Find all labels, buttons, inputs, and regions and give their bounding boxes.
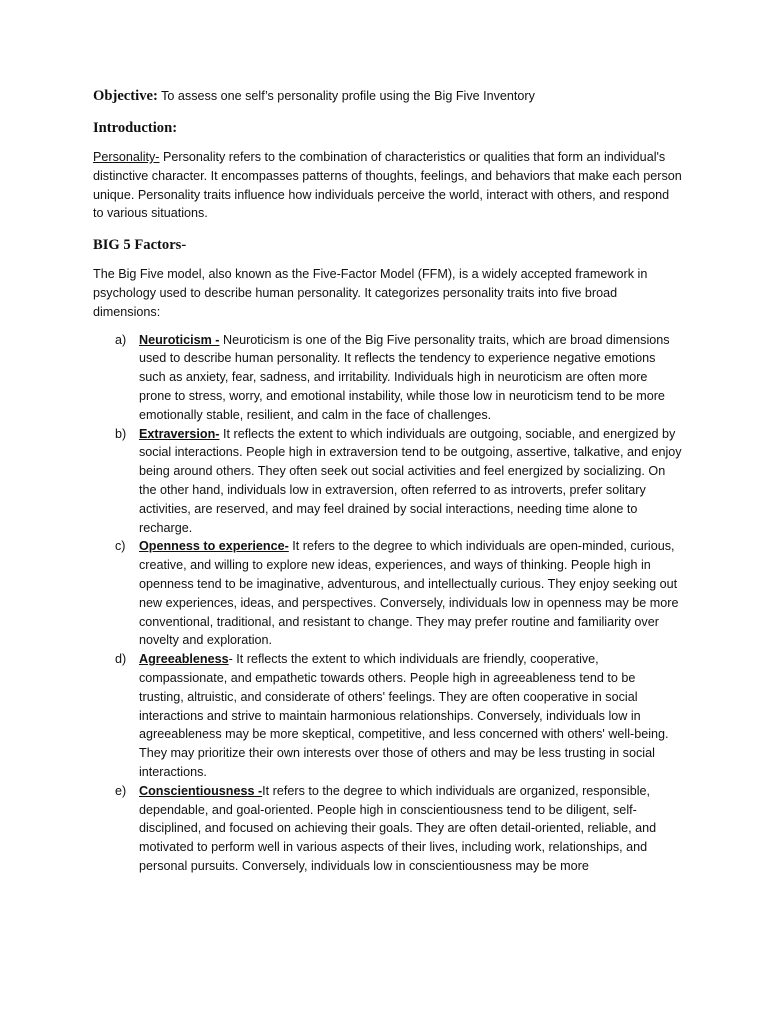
list-marker: d) [115,652,127,667]
objective-label: Objective: [93,88,158,104]
factor-term: Openness to experience- [139,539,289,554]
factor-conscientiousness [93,782,683,876]
factor-extraversion [93,425,683,538]
factor-text: - It reflects the extent to which individuals are friendly, cooperative, compassionate, and empathetic towards others. People high in agreeableness tend to be trusting, altruistic, and considerate of others' feelings. They are often cooperative in social interactions and strive to maintain harmonious relationships. Conversely, individuals low in agreeableness may be more skeptical, competitive, and less concerned with others' well-being. They may prioritize their own interests over those of others and may be less trusting in social interactions. [139,652,669,779]
factor-list [93,331,683,876]
factor-term: Extraversion- [139,426,220,441]
list-marker: e) [115,783,127,798]
list-marker: a) [115,332,127,347]
factor-text: It refers to the degree to which individuals are open-minded, curious, creative, and willing to explore new ideas, experiences, and ways of thinking. People high in openness tend to be imaginative, adventurous, and intellectually curious. They enjoy seeking out new experiences, ideas, and perspectives. Conversely, individuals low in openness may be more conventional, traditional, and resistant to change. They may prefer routine and familiarity over novelty and exploration. [139,539,679,648]
big5-intro-paragraph: The Big Five model, also known as the Five-Factor Model (FFM), is a widely accepted framework in psychology used to describe human personality. It categorizes personality traits into five broad dimensions: [93,267,648,319]
list-marker: b) [115,426,127,441]
factor-term: Conscientiousness - [139,783,263,798]
objective-text: To assess one self’s personality profile using the Big Five Inventory [157,89,535,103]
factor-text: It refers to the degree to which individuals are organized, responsible, dependable, and goal-oriented. People high in conscientiousness tend to be diligent, self-disciplined, and focused on achieving their goals. They are often detail-oriented, reliable, and motivated to perform well in various aspects of their lives, including work, relationships, and personal pursuits. Conversely, individuals low in conscientiousness may be more [139,783,657,873]
factor-text: It reflects the extent to which individuals are outgoing, sociable, and energized by social interactions. People high in extraversion tend to be outgoing, assertive, talkative, and enjoy being around others. They often seek out social activities and feel energized by socializing. On the other hand, individuals low in extraversion, often referred to as introverts, prefer solitary activities, are reserved, and may feel drained by social interactions, needing time alone to recharge. [139,426,682,535]
factor-term: Agreeableness [139,652,229,667]
list-marker: c) [115,539,126,554]
introduction-heading: Introduction: [93,120,178,136]
big5-heading: BIG 5 Factors- [93,237,187,254]
factor-agreeableness [93,650,683,782]
personality-term: Personality- [93,150,160,164]
document-body [93,86,683,876]
personality-text: Personality refers to the combination of characteristics or qualities that form an individual's distinctive character. It encompasses patterns of thoughts, feelings, and behaviors that make each person unique. Personality traits influence how individuals perceive the world, interact with others, and respond to various situations. [93,150,682,221]
personality-paragraph [93,148,683,223]
factor-text: Neuroticism is one of the Big Five personality traits, which are broad dimensions used to describe human personality. It reflects the tendency to experience negative emotions such as anxiety, fear, sadness, and irritability. Individuals high in neuroticism are often more prone to stress, worry, and emotional instability, while those low in neuroticism tend to be more emotionally stable, resilient, and calm in the face of challenges. [139,332,670,422]
factor-term: Neuroticism - [139,332,220,347]
objective-line [93,86,683,106]
factor-neuroticism [93,331,683,425]
factor-openness [93,537,683,650]
